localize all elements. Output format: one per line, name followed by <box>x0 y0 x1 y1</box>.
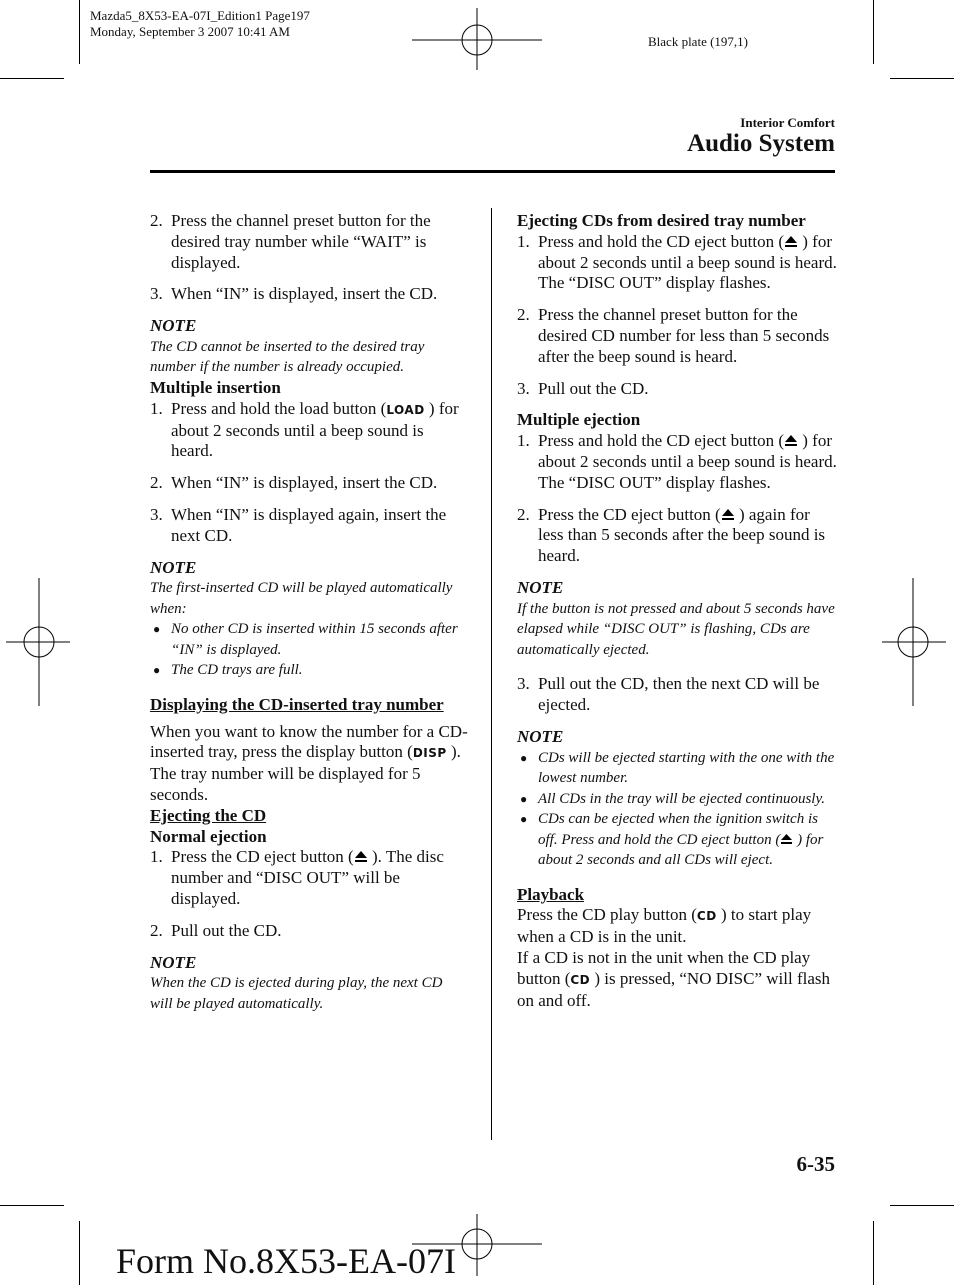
note-bullet: ● No other CD is inserted within 15 seconds after “IN” is displayed. <box>153 621 458 658</box>
eject-icon <box>784 235 798 248</box>
print-header <box>90 8 310 40</box>
crop-mark <box>873 1221 874 1285</box>
paragraph: When you want to know the number for a CD-inserted tray, press the display button (DISP ). The tray number will be displayed for 5 seconds. <box>150 721 468 805</box>
print-header-line2: Monday, September 3 2007 10:41 AM <box>90 24 290 39</box>
paragraph: Press the CD play button (CD ) to start play when a CD is in the unit. If a CD is not in the unit when the CD play button (CD ) is pressed, “NO DISC” will flash on and off. <box>517 905 830 1010</box>
list-item: 3. When “IN” is displayed again, insert the next CD. <box>150 504 447 545</box>
list-item: 2. Press the channel preset button for the desired CD number for less than 5 seconds after the beep sound is heard. <box>517 305 830 366</box>
bullet-icon: ● <box>520 791 528 806</box>
eject-icon <box>721 508 735 521</box>
note-heading: NOTE <box>150 316 197 336</box>
crop-mark <box>79 1221 80 1285</box>
heading-playback: Playback <box>517 884 585 904</box>
list-item: 1. Press and hold the CD eject button ( ) for about 2 seconds until a beep sound is heard. The “DISC OUT” display flashes. <box>517 431 837 492</box>
eject-icon <box>780 833 793 845</box>
list-item: 2. When “IN” is displayed, insert the CD. <box>150 473 438 493</box>
note-heading: NOTE <box>150 952 197 972</box>
list-item: 3. Pull out the CD, then the next CD will be ejected. <box>517 674 820 715</box>
subheading-normal-ejection: Normal ejection <box>150 826 267 846</box>
note-heading: NOTE <box>517 577 564 597</box>
list-item: 2. Press the channel preset button for the desired tray number while “WAIT” is displayed. <box>150 211 431 272</box>
section-category: Interior Comfort <box>740 115 835 130</box>
crop-mark <box>79 0 80 64</box>
note-bullet: ● CDs will be ejected starting with the one with the lowest number. <box>520 749 835 787</box>
registration-mark-icon <box>882 578 946 706</box>
cd-button-icon: CD <box>570 972 591 987</box>
list-item: 1. Press and hold the load button (LOAD ) for about 2 seconds until a beep sound is heard. <box>150 398 459 461</box>
crop-mark <box>873 0 874 64</box>
bullet-icon: ● <box>153 663 161 678</box>
load-button-icon: LOAD <box>386 402 425 417</box>
list-item: 2. Press the CD eject button ( ) again for less than 5 seconds after the beep sound is heard. <box>517 504 826 566</box>
eject-icon <box>354 850 368 863</box>
bullet-icon: ● <box>153 622 161 637</box>
left-column <box>150 211 468 1014</box>
note-text: If the button is not pressed and about 5 seconds have elapsed while “DISC OUT” is flashing, CDs are automatically ejected. <box>517 600 835 658</box>
crop-mark <box>890 78 954 79</box>
cd-button-icon: CD <box>696 909 717 924</box>
list-item: 3. When “IN” is displayed, insert the CD. <box>150 284 438 304</box>
subheading-multiple-ejection: Multiple ejection <box>517 410 641 430</box>
subheading-multiple-insertion: Multiple insertion <box>150 377 281 397</box>
note-text: The CD cannot be inserted to the desired tray number if the number is already occupied. <box>150 338 425 376</box>
crop-mark <box>0 1205 64 1206</box>
note-text: The first-inserted CD will be played automatically when: <box>150 580 453 617</box>
note-bullet: ● The CD trays are full. <box>150 660 468 681</box>
list-item: 3. Pull out the CD. <box>517 378 649 398</box>
note-text: When the CD is ejected during play, the next CD will be played automatically. <box>150 975 443 1012</box>
list-item: 2. Pull out the CD. <box>150 920 282 940</box>
print-header-line1: Mazda5_8X53-EA-07I_Edition1 Page197 <box>90 8 310 23</box>
crop-mark <box>0 78 64 79</box>
right-column <box>517 211 837 1011</box>
note-bullet: ● CDs can be ejected when the ignition switch is off. Press and hold the CD eject button ( ) for about 2 seconds and all CDs will eject. <box>520 811 824 869</box>
form-number: Form No.8X53-EA-07I <box>116 1241 456 1281</box>
note-bullet: ● All CDs in the tray will be ejected continuously. <box>517 789 837 810</box>
registration-mark-icon <box>412 8 542 70</box>
heading-displaying-tray-number: Displaying the CD-inserted tray number <box>150 694 444 714</box>
page-number: 6-35 <box>796 1152 835 1176</box>
bullet-icon: ● <box>520 750 528 765</box>
list-item: 1. Press and hold the CD eject button ( ) for about 2 seconds until a beep sound is heard. The “DISC OUT” display flashes. <box>517 231 837 293</box>
column-divider <box>491 208 492 1140</box>
bullet-icon: ● <box>520 812 528 827</box>
subheading-ejecting-desired-tray: Ejecting CDs from desired tray number <box>517 211 806 230</box>
note-heading: NOTE <box>517 726 564 746</box>
page-title: Audio System <box>687 130 835 157</box>
list-item: 1. Press the CD eject button ( ). The disc number and “DISC OUT” will be displayed. <box>150 847 444 909</box>
eject-icon <box>784 434 798 447</box>
note-heading: NOTE <box>150 557 197 577</box>
display-button-icon: DISP <box>412 746 447 761</box>
crop-mark <box>890 1205 954 1206</box>
plate-label: Black plate (197,1) <box>648 34 748 49</box>
heading-ejecting-the-cd: Ejecting the CD <box>150 805 267 825</box>
registration-mark-icon <box>6 578 70 706</box>
header-rule <box>150 170 835 173</box>
